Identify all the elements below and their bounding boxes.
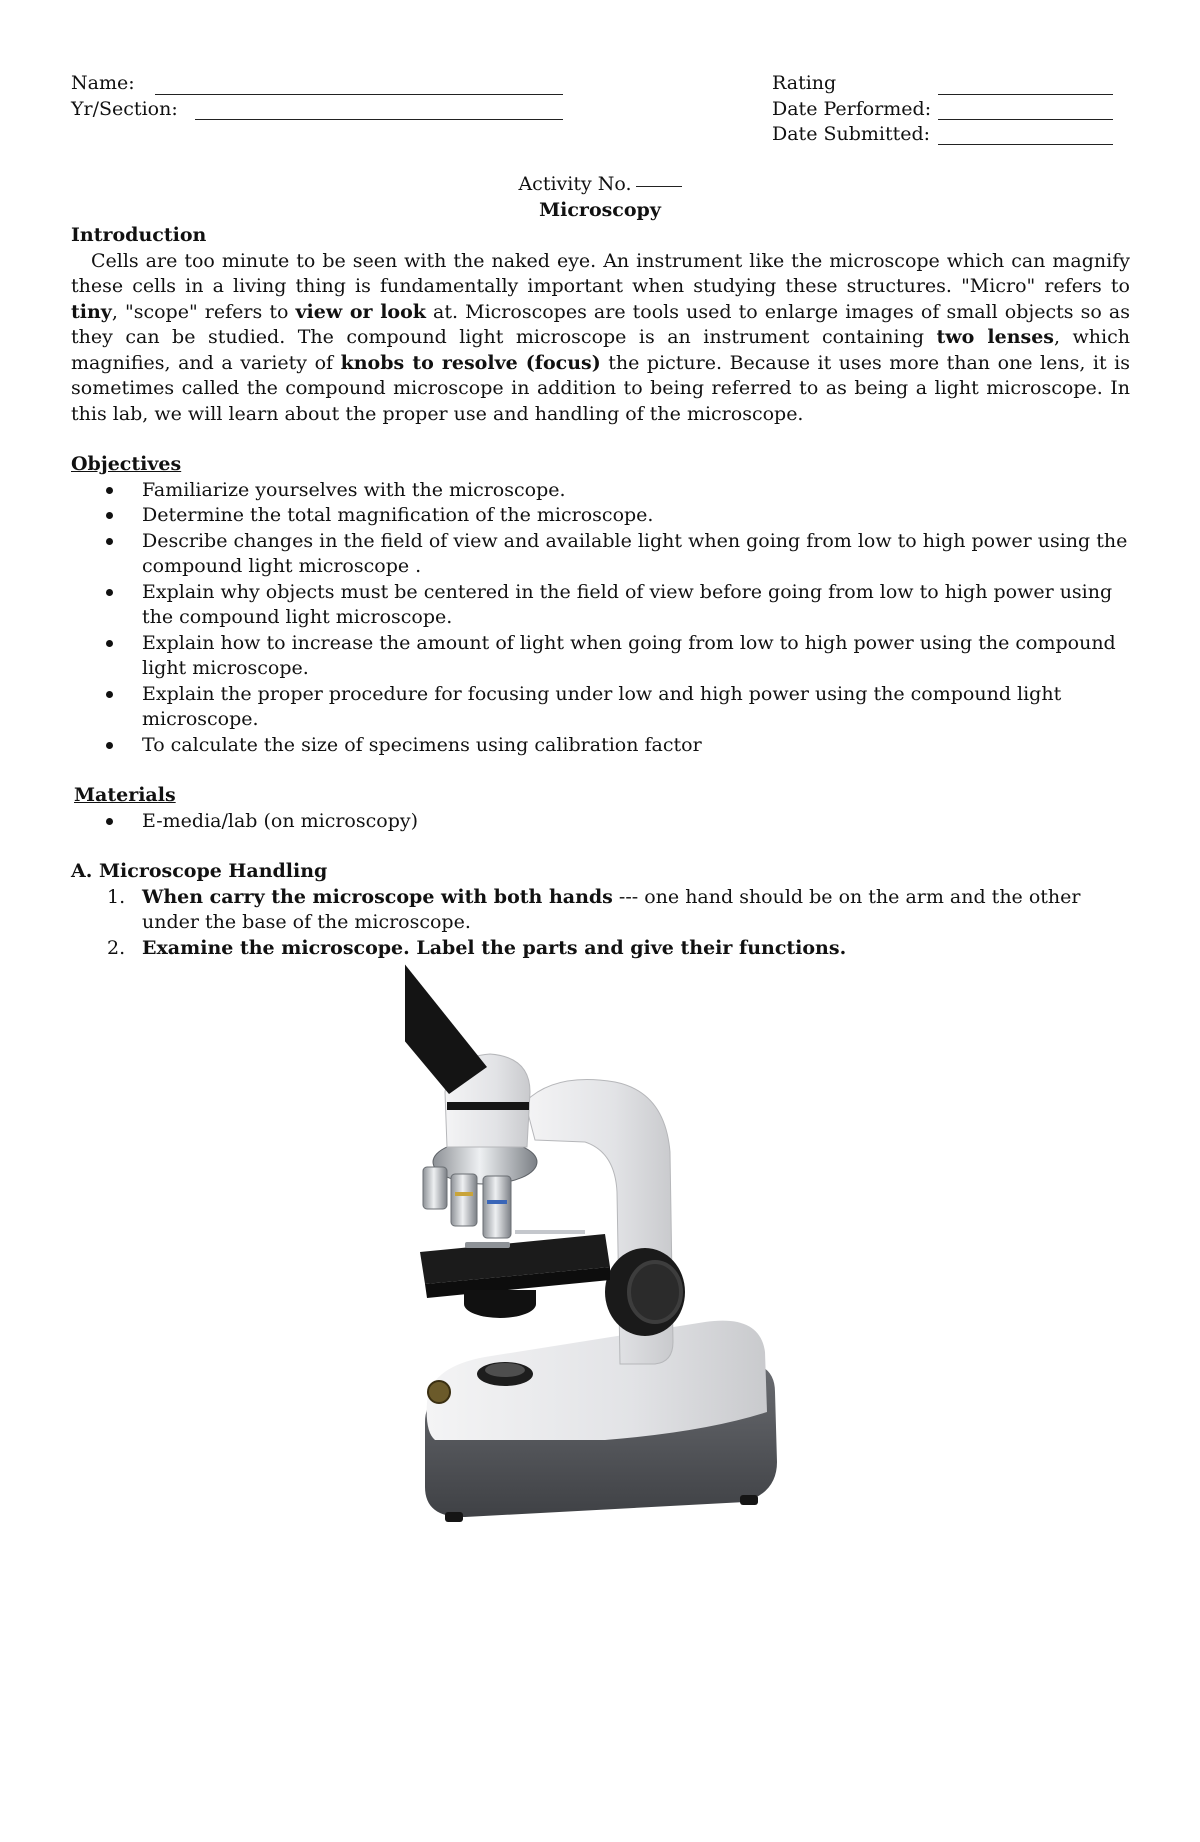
objective-text: Familiarize yourselves with the microscope. xyxy=(142,478,566,501)
stage-clip-shape xyxy=(465,1242,510,1248)
date-performed-label: Date Performed: xyxy=(772,97,932,120)
section-a-title: Microscope Handling xyxy=(99,860,328,882)
objective-text: Determine the total magnification of the microscope. xyxy=(142,504,654,526)
stage-clip-shape xyxy=(515,1230,585,1234)
date-performed-field xyxy=(772,98,931,122)
section-a-letter: A. xyxy=(71,860,93,882)
step-text: --- one hand should be on the arm and the other under the base of the microscope. xyxy=(142,885,1081,933)
handling-steps xyxy=(71,885,1130,962)
list-item xyxy=(71,478,1130,504)
date-submitted-label: Date Submitted: xyxy=(772,122,931,145)
intro-bold-lenses: two lenses xyxy=(936,326,1054,348)
bullet-icon xyxy=(106,742,113,749)
objective-lens-shape xyxy=(423,1167,447,1209)
intro-bold-tiny: tiny xyxy=(71,300,112,323)
materials-list xyxy=(71,809,1130,835)
worksheet-content xyxy=(71,223,1130,961)
objectives-heading: Objectives xyxy=(71,453,182,475)
objectives-list xyxy=(71,478,1130,759)
head-band-shape xyxy=(447,1102,529,1110)
introduction-heading: Introduction xyxy=(71,224,207,246)
eyepiece-tube-shape xyxy=(405,962,487,1094)
intro-text-3: at. Microscopes are tools used to enlarge images of small objects so as they can be studied. The compound light microscope is an instrument containing xyxy=(71,300,1130,348)
introduction-paragraph xyxy=(71,249,1130,428)
list-item xyxy=(71,529,1130,580)
step-bold-text: When carry the microscope with both hands xyxy=(142,885,613,908)
objective-text: Explain why objects must be centered in the field of view before going from low to high power using the compound light microscope. xyxy=(142,580,1113,628)
intro-text-4: , which magnifies, and a variety of xyxy=(71,326,1130,374)
list-item xyxy=(71,885,1130,936)
page-title: Microscopy xyxy=(539,199,661,221)
list-item xyxy=(71,809,1130,835)
objective-band-shape xyxy=(487,1200,507,1204)
intro-text-2: , "scope" refers to xyxy=(111,300,296,323)
foot-shape xyxy=(740,1495,758,1505)
name-field xyxy=(71,72,135,96)
material-text: E-media/lab (on microscopy) xyxy=(142,809,419,832)
name-label: Name: xyxy=(71,71,135,94)
activity-number-blank[interactable] xyxy=(636,186,682,187)
light-lens-shape xyxy=(485,1363,525,1377)
step-bold-text: Examine the microscope. Label the parts and give their functions. xyxy=(142,936,847,959)
objective-text: Explain how to increase the amount of light when going from low to high power using the compound light microscope. xyxy=(142,631,1116,679)
rating-field xyxy=(772,72,836,96)
bullet-icon xyxy=(106,538,113,545)
intro-bold-knobs: knobs to resolve (focus) xyxy=(340,351,601,374)
intro-text-5: the picture. Because it uses more than one lens, it is sometimes called the compound microscope in addition to being referred to as being a light microscope. In this lab, we will learn about the proper use and handling of the microscope. xyxy=(71,351,1130,425)
objective-lens-shape xyxy=(451,1174,477,1226)
rating-blank[interactable] xyxy=(938,94,1113,95)
list-item xyxy=(71,682,1130,733)
base-top-shape xyxy=(427,1321,767,1440)
list-item xyxy=(71,733,1130,759)
bullet-icon xyxy=(106,512,113,519)
list-item xyxy=(71,503,1130,529)
objective-text: Explain the proper procedure for focusing under low and high power using the compound light microscope. xyxy=(142,682,1062,730)
objective-lens-shape xyxy=(483,1176,511,1238)
list-item xyxy=(71,580,1130,631)
bullet-icon xyxy=(106,589,113,596)
foot-shape xyxy=(445,1512,463,1522)
objective-text: Describe changes in the field of view and available light when going from low to high power using the compound light microscope . xyxy=(142,529,1128,577)
bullet-icon xyxy=(106,640,113,647)
badge-shape xyxy=(428,1381,450,1403)
activity-number xyxy=(0,172,1200,198)
list-item xyxy=(71,936,1130,962)
rating-label: Rating xyxy=(772,71,837,94)
microscope-illustration xyxy=(405,962,805,1542)
intro-bold-view: view or look xyxy=(295,300,426,323)
objective-text: To calculate the size of specimens using calibration factor xyxy=(142,733,702,756)
section-label: Yr/Section: xyxy=(71,97,178,120)
focus-knob-inner-shape xyxy=(629,1262,681,1322)
intro-text-1: Cells are too minute to be seen with the naked eye. An instrument like the microscope which can magnify these cells in a living thing is fundamentally important when studying these structures. "Micro" refers to xyxy=(71,249,1130,297)
name-blank[interactable] xyxy=(155,94,563,95)
bullet-icon xyxy=(106,818,113,825)
bullet-icon xyxy=(106,487,113,494)
bullet-icon xyxy=(106,691,113,698)
date-performed-blank[interactable] xyxy=(938,119,1113,120)
condenser-body-shape xyxy=(464,1290,536,1304)
step-number: 1. xyxy=(107,885,126,908)
step-number: 2. xyxy=(107,936,126,959)
section-a-heading xyxy=(71,859,1130,885)
activity-label: Activity No. xyxy=(518,173,632,195)
list-item xyxy=(71,631,1130,682)
section-blank[interactable] xyxy=(195,119,563,120)
materials-heading: Materials xyxy=(74,784,176,806)
date-submitted-field xyxy=(772,123,930,147)
date-submitted-blank[interactable] xyxy=(938,144,1113,145)
section-field xyxy=(71,98,178,122)
objective-band-shape xyxy=(455,1192,473,1196)
